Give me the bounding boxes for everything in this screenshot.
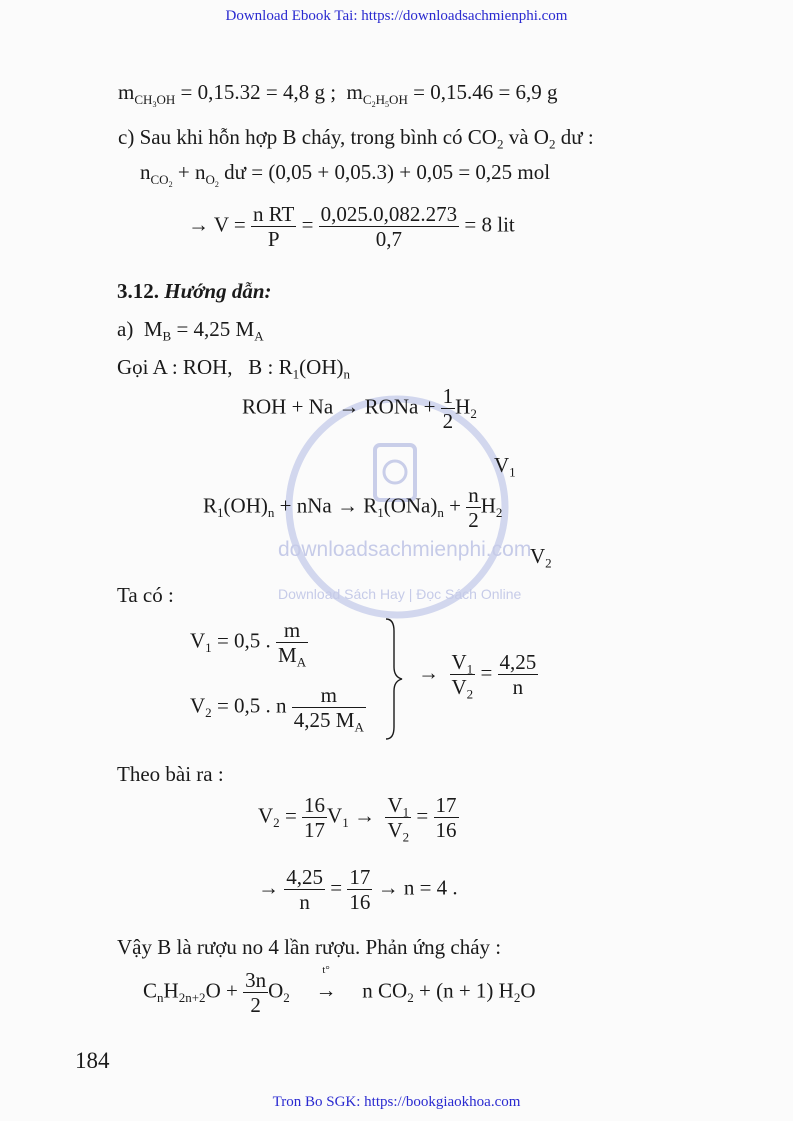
part-c-text: c) Sau khi hỗn hợp B cháy, trong bình có $CO_2$ và $O_2$ dư : bbox=[118, 125, 594, 152]
section-heading: 3.12. Hướng dẫn: bbox=[117, 279, 272, 303]
watermark-site: downloadsachmienphi.com bbox=[278, 538, 532, 561]
conclusion-text: Vậy B là rượu no 4 lần rượu. Phản ứng cháy : bbox=[117, 935, 502, 959]
v1-label: $V_1$ bbox=[494, 453, 516, 480]
theo-bai-ra-label: Theo bài ra : bbox=[117, 762, 224, 786]
ta-co-label: Ta có : bbox=[117, 583, 174, 607]
mol-equation: $n_{CO_2} + n_{O_2}$ dư = (0,05 + 0,05.3) + 0,05 = 0,25 mol bbox=[140, 160, 551, 189]
ratio-result: → $\frac{V_1}{V_2}$ = $\frac{4,25}{n}$ bbox=[418, 650, 537, 702]
part-a-line: a) $M_B = 4,25$ $M_A$ bbox=[117, 317, 264, 344]
v1-formula: $V_1 = 0,5$ . $\frac{m}{M_A}$ bbox=[190, 618, 307, 670]
combustion-reaction: $C_nH_{2n+2}O$ + $\frac{3n}{2}$ $O_2$ t° → n $CO_2 + (n + 1)$ $H_2O$ bbox=[143, 964, 536, 1018]
goi-line: Gọi A : ROH, B : $R_1(OH)_n$ bbox=[117, 355, 350, 382]
footer-link[interactable]: Tron Bo SGK: https://bookgiaokhoa.com bbox=[272, 1094, 521, 1110]
watermark-tagline: Download Sách Hay | Đọc Sách Online bbox=[278, 586, 522, 602]
volume-equation: → V = $\frac{\text{n RT}}{P}$ = $\frac{0,025.0,082.273}{0,7}$ = 8 lit bbox=[188, 202, 515, 252]
reaction-2: $R_1(OH)_n$ + nNa → $R_1(ONa)_n$ + $\frac{n}{2}$ $H_2$ bbox=[203, 483, 503, 533]
right-brace bbox=[382, 617, 408, 741]
n-solution: → $\frac{4,25}{n}$ = $\frac{17}{16}$ → n = 4 . bbox=[258, 865, 458, 915]
header-download-link[interactable]: Download Ebook Tai: https://downloadsachmienphi.com bbox=[225, 8, 568, 24]
v2-formula: $V_2 = 0,5$ . n $\frac{m}{4,25 M_A}$ bbox=[190, 683, 364, 735]
mass-line: $m_{CH_3OH} = 0,15.32 = 4,8$ g ; $m_{C_2H_5OH} = 0,15.46 = 6,9$ g bbox=[118, 80, 558, 109]
given-ratio: $V_2$ = $\frac{16}{17}$ $V_1$ → $\frac{V_1}{V_2}$ = $\frac{17}{16}$ bbox=[258, 793, 457, 845]
page-number: 184 bbox=[75, 1048, 110, 1073]
reaction-1: ROH + Na → RONa + $\frac{1}{2}$ $H_2$ bbox=[242, 384, 477, 434]
v2-label: $V_2$ bbox=[530, 544, 552, 571]
